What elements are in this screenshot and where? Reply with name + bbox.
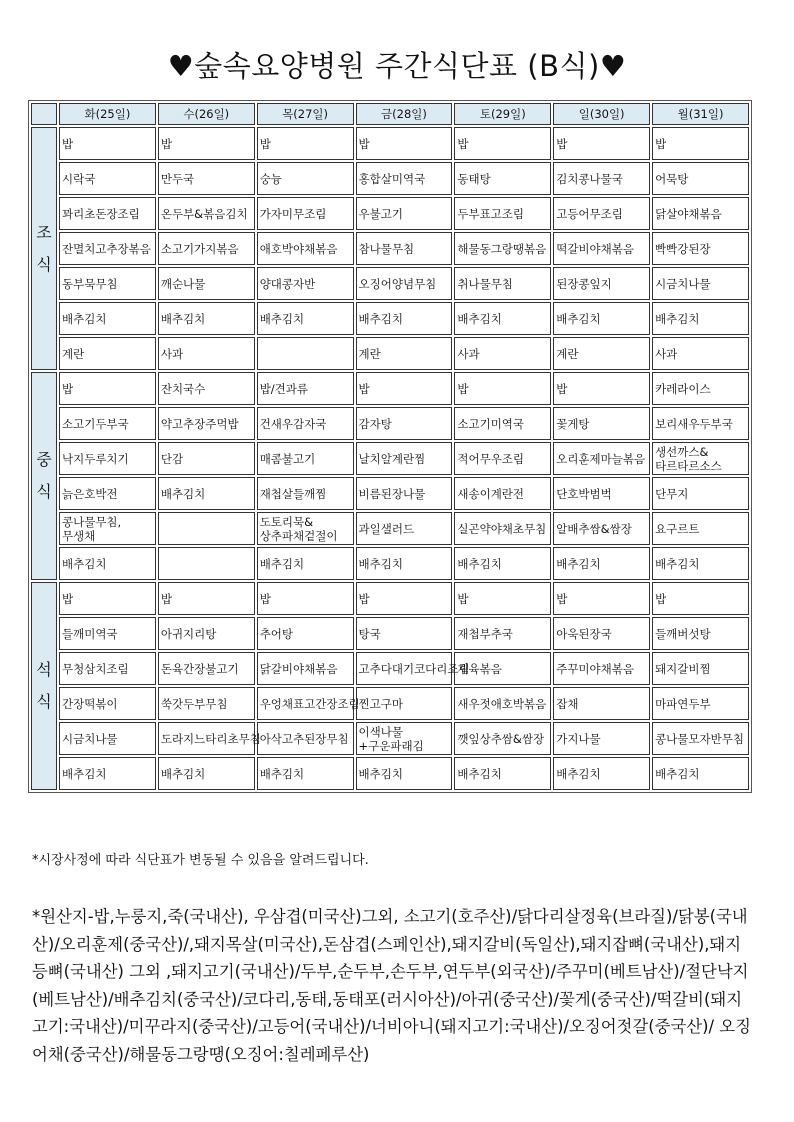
menu-cell: 밥 [356,582,453,615]
menu-cell: 김치콩나물국 [553,162,650,195]
menu-cell: 우불고기 [356,197,453,230]
menu-cell: 배추김치 [356,547,453,580]
menu-cell [158,512,255,545]
menu-row [31,652,749,685]
menu-cell: 동태탕 [454,162,551,195]
menu-cell: 꽃게탕 [553,407,650,440]
menu-cell: 배추김치 [454,757,551,790]
menu-row [31,687,749,720]
menu-cell: 새송이계란전 [454,477,551,510]
menu-cell: 배추김치 [356,302,453,335]
menu-cell: 적어무우조림 [454,442,551,475]
menu-cell: 어묵탕 [652,162,749,195]
menu-cell: 무청삼치조림 [59,652,156,685]
menu-row [31,302,749,335]
menu-cell: 탕국 [356,617,453,650]
menu-cell: 밥 [454,127,551,160]
menu-cell: 참나물무침 [356,232,453,265]
menu-cell: 밥 [59,582,156,615]
menu-cell: 밥 [553,127,650,160]
meal-label-char: 식 [36,692,52,711]
menu-row [31,547,749,580]
menu-cell: 제육볶음 [454,652,551,685]
menu-cell: 우엉채표고간장조림 [257,687,354,720]
menu-cell: 양대콩자반 [257,267,354,300]
header-corner [31,103,57,125]
menu-cell: 사과 [652,337,749,370]
menu-cell: 닭갈비야채볶음 [257,652,354,685]
menu-cell: 밥 [257,127,354,160]
menu-cell: 단감 [158,442,255,475]
menu-cell: 약고추장주먹밥 [158,407,255,440]
menu-cell: 가지나물 [553,722,650,755]
menu-cell: 아귀지리탕 [158,617,255,650]
menu-cell: 두부표고조림 [454,197,551,230]
menu-cell: 배추김치 [257,757,354,790]
menu-cell: 추어탕 [257,617,354,650]
notice-text: *시장사정에 따라 식단표가 변동될 수 있음을 알려드립니다. [32,853,369,868]
menu-cell: 밥 [59,372,156,405]
menu-cell: 콩나물모자반무침 [652,722,749,755]
day-header: 화(25일) [59,103,156,125]
meal-label-char: 중 [36,450,52,469]
menu-row [31,512,749,545]
origin-text: *원산지-밥,누룽지,죽(국내산), 우삼겹(미국산)그외, 소고기(호주산)/닭다리살정육(브라질)/닭봉(국내산)/오리훈제(중국산)/,돼지목살(미국산),돈삼겹(스페인산),돼지갈비(독일산),돼지잡뼈(국내산),돼지등뼈(국내산) 그외 ,돼지고기(국내산)/두부,순두부,손두부,연두부(외국산)/주꾸미(베트남산)/절단낙지(베트남산)/배추김치(중국산)/코다리,동태,동태포(러시아산)/아귀(중국산)/꽃게(중국산)/떡갈비(돼지고기:국내산)/미꾸라지(중국산)/고등어(국내산)/너비아니(돼지고기:국내산)/오징어젓갈(중국산)/ 오징어채(중국산)/해물동그랑땡(오징어:칠레페루산) [32,907,751,1064]
menu-row [31,442,749,475]
menu-cell: 홍합살미역국 [356,162,453,195]
menu-cell: 이색나물+구운파래김 [356,722,453,755]
menu-row [31,722,749,755]
menu-row [31,617,749,650]
menu-cell: 잔치국수 [158,372,255,405]
menu-cell: 배추김치 [158,302,255,335]
menu-cell: 소고기미역국 [454,407,551,440]
menu-cell: 해물동그랑땡볶음 [454,232,551,265]
day-header-row [31,103,749,125]
menu-cell: 오징어양념무침 [356,267,453,300]
menu-cell: 밥 [356,372,453,405]
day-header: 목(27일) [257,103,354,125]
menu-cell: 알배추쌈&쌈장 [553,512,650,545]
menu-cell: 밥 [652,582,749,615]
menu-cell: 밥 [652,127,749,160]
menu-cell: 배추김치 [59,757,156,790]
menu-cell: 계란 [59,337,156,370]
menu-body [31,127,749,790]
menu-cell: 아삭고추된장무침 [257,722,354,755]
day-header: 금(28일) [356,103,453,125]
menu-cell: 마파연두부 [652,687,749,720]
menu-cell: 생선까스&타르타르소스 [652,442,749,475]
menu-row [31,372,749,405]
menu-cell: 고등어무조림 [553,197,650,230]
menu-cell: 취나물무침 [454,267,551,300]
menu-cell: 잔멸치고추장볶음 [59,232,156,265]
menu-cell: 계란 [356,337,453,370]
menu-cell: 배추김치 [59,302,156,335]
menu-cell: 낙지두루치기 [59,442,156,475]
menu-cell: 쑥갓두부무침 [158,687,255,720]
menu-cell: 밥 [158,127,255,160]
weekly-menu-table [28,100,752,793]
menu-cell: 콩나물무침,무생채 [59,512,156,545]
menu-cell: 계란 [553,337,650,370]
menu-cell: 동부묵무침 [59,267,156,300]
menu-cell: 늙은호박전 [59,477,156,510]
meal-label-char: 석 [36,660,52,679]
meal-label [31,372,57,580]
menu-cell: 주꾸미야채볶음 [553,652,650,685]
menu-cell: 새우젓애호박볶음 [454,687,551,720]
menu-cell: 배추김치 [652,547,749,580]
menu-cell: 소고기가지볶음 [158,232,255,265]
menu-cell: 소고기두부국 [59,407,156,440]
menu-cell: 밥 [158,582,255,615]
menu-row [31,197,749,230]
menu-cell [257,337,354,370]
page-title: ♥숲속요양병원 주간식단표 (B식)♥ [167,49,627,83]
menu-cell: 배추김치 [652,302,749,335]
menu-cell: 매콤불고기 [257,442,354,475]
menu-cell: 비름된장나물 [356,477,453,510]
menu-cell: 단무지 [652,477,749,510]
menu-cell: 배추김치 [356,757,453,790]
menu-cell: 밥 [454,372,551,405]
menu-row [31,477,749,510]
menu-cell: 밥 [553,582,650,615]
menu-cell: 배추김치 [158,757,255,790]
menu-cell: 온두부&볶음김치 [158,197,255,230]
menu-cell: 실곤약야채초무침 [454,512,551,545]
menu-cell: 꽈리초돈장조림 [59,197,156,230]
menu-cell: 도토리묵&상추파채겉절이 [257,512,354,545]
meal-label-char: 조 [36,222,52,242]
menu-cell: 배추김치 [553,757,650,790]
menu-cell: 배추김치 [652,757,749,790]
menu-cell: 닭살야채볶음 [652,197,749,230]
menu-cell: 잡채 [553,687,650,720]
menu-row [31,582,749,615]
menu-cell: 사과 [454,337,551,370]
menu-cell: 배추김치 [257,302,354,335]
menu-cell: 밥 [553,372,650,405]
meal-label-char: 식 [36,482,52,501]
menu-row [31,162,749,195]
meal-label [31,127,57,370]
day-header: 토(29일) [454,103,551,125]
menu-cell: 깻잎상추쌈&쌈장 [454,722,551,755]
menu-cell: 배추김치 [158,477,255,510]
menu-cell: 감자탕 [356,407,453,440]
menu-row [31,127,749,160]
menu-cell: 빡빡강된장 [652,232,749,265]
menu-cell: 오리훈제마늘볶음 [553,442,650,475]
menu-cell: 가자미무조림 [257,197,354,230]
menu-cell: 밥/견과류 [257,372,354,405]
menu-cell: 사과 [158,337,255,370]
menu-row [31,407,749,440]
menu-cell: 찐고구마 [356,687,453,720]
menu-cell: 재첩부추국 [454,617,551,650]
menu-row [31,757,749,790]
menu-row [31,337,749,370]
menu-cell: 요구르트 [652,512,749,545]
menu-cell: 날치알계란찜 [356,442,453,475]
meal-label [31,582,57,790]
menu-cell: 들깨미역국 [59,617,156,650]
day-header: 월(31일) [652,103,749,125]
menu-cell: 아욱된장국 [553,617,650,650]
menu-cell: 간장떡볶이 [59,687,156,720]
menu-cell: 애호박야채볶음 [257,232,354,265]
menu-cell: 건새우감자국 [257,407,354,440]
menu-cell: 밥 [59,127,156,160]
menu-cell: 된장콩잎지 [553,267,650,300]
menu-cell: 배추김치 [59,547,156,580]
menu-cell: 떡갈비야채볶음 [553,232,650,265]
menu-cell: 깨순나물 [158,267,255,300]
menu-cell: 만두국 [158,162,255,195]
menu-cell: 밥 [356,127,453,160]
menu-cell: 시락국 [59,162,156,195]
meal-label-char: 식 [36,254,52,274]
menu-cell: 시금치나물 [59,722,156,755]
menu-cell: 돈육간장불고기 [158,652,255,685]
day-header: 수(26일) [158,103,255,125]
menu-cell [158,547,255,580]
menu-cell: 시금치나물 [652,267,749,300]
menu-cell: 배추김치 [454,547,551,580]
menu-cell: 들깨버섯탕 [652,617,749,650]
menu-cell: 카레라이스 [652,372,749,405]
menu-cell: 돼지갈비찜 [652,652,749,685]
menu-cell: 배추김치 [454,302,551,335]
menu-row [31,267,749,300]
menu-cell: 배추김치 [257,547,354,580]
menu-cell: 밥 [454,582,551,615]
day-header: 일(30일) [553,103,650,125]
menu-cell: 보리새우두부국 [652,407,749,440]
menu-cell: 과일샐러드 [356,512,453,545]
menu-cell: 숭늉 [257,162,354,195]
menu-cell: 단호박범벅 [553,477,650,510]
menu-cell: 배추김치 [553,547,650,580]
menu-row [31,232,749,265]
menu-cell: 재첩살들깨찜 [257,477,354,510]
menu-cell: 배추김치 [553,302,650,335]
menu-cell: 밥 [257,582,354,615]
menu-cell: 도라지느타리초무침 [158,722,255,755]
menu-cell: 고추다대기코다리조림 [356,652,453,685]
